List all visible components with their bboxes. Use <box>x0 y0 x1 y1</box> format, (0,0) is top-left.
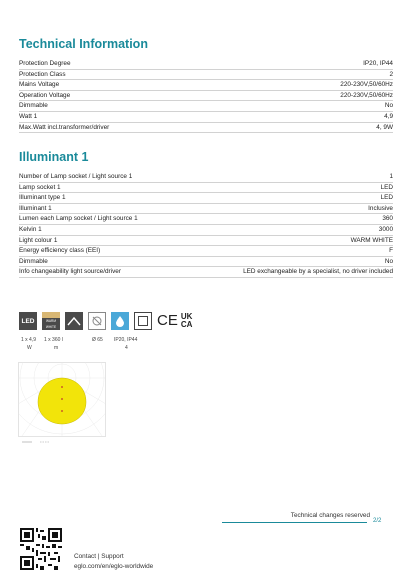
ip-caption-value: IP20, IP44 <box>114 337 138 343</box>
technical-changes-note: Technical changes reserved <box>290 512 370 519</box>
product-icons-row <box>19 312 195 330</box>
row-value: WARM WHITE <box>350 236 393 244</box>
illuminant-table <box>19 172 393 278</box>
table-row <box>19 91 393 102</box>
contact-support-link[interactable]: Contact | Support <box>74 553 124 560</box>
ip-caption-unit: 4 <box>125 345 128 351</box>
row-label: Light colour 1 <box>19 236 58 244</box>
protection-class-icon <box>134 312 152 330</box>
luminous-intensity-curve <box>38 378 86 424</box>
row-label: Illuminant 1 <box>19 204 52 212</box>
row-value: 220-230V,50/60Hz <box>340 81 393 89</box>
row-value: 360 <box>382 215 393 223</box>
row-value: 4, 9W <box>376 123 393 131</box>
warm-white-icon <box>42 312 60 330</box>
row-value: 3000 <box>378 225 393 233</box>
table-row <box>19 123 393 134</box>
table-row <box>19 257 393 268</box>
no-dimming-icon <box>88 312 106 330</box>
footer-divider <box>222 522 367 523</box>
table-row <box>19 225 393 236</box>
row-label: Dimmable <box>19 257 48 265</box>
ce-mark-icon: CE <box>157 312 178 329</box>
row-value: 220-230V,50/60Hz <box>340 91 393 99</box>
table-row <box>19 101 393 112</box>
row-label: Protection Class <box>19 70 66 78</box>
row-value: 4,9 <box>384 112 393 120</box>
ip-caption <box>114 337 137 351</box>
row-label: Lamp socket 1 <box>19 183 61 191</box>
power-caption <box>21 337 36 351</box>
row-label: Kelvin 1 <box>19 225 42 233</box>
lumen-caption <box>44 337 63 351</box>
row-label: Mains Voltage <box>19 81 60 89</box>
lumen-caption-unit: m <box>54 345 59 351</box>
table-row <box>19 112 393 123</box>
row-value: No <box>384 102 393 110</box>
row-value: No <box>384 257 393 265</box>
row-label: Info changeability light source/driver <box>19 268 121 276</box>
table-row <box>19 246 393 257</box>
row-label: Operation Voltage <box>19 91 71 99</box>
light-distribution-diagram <box>18 362 106 452</box>
row-value: LED <box>380 194 393 202</box>
page-number: 2/2 <box>373 518 382 524</box>
table-row <box>19 236 393 247</box>
row-label: Lumen each Lamp socket / Light source 1 <box>19 215 138 223</box>
ukca-mark-icon: UK CA <box>180 312 193 329</box>
table-row <box>19 267 393 278</box>
lumen-caption-value: 1 x 360 l <box>44 337 63 343</box>
row-value: 1 <box>389 173 393 180</box>
warm-white-icon-label: WARM WHITE <box>45 319 57 329</box>
diameter-caption: Ø 65 <box>92 337 103 343</box>
table-row <box>19 59 393 70</box>
row-label: Protection Degree <box>19 60 71 67</box>
table-row <box>19 204 393 215</box>
row-label: Energy efficiency class (EEI) <box>19 247 101 255</box>
row-value: Inclusive <box>368 204 393 212</box>
table-row <box>19 80 393 91</box>
power-caption-value: 1 x 4,9 <box>21 337 37 343</box>
beam-angle-icon <box>65 312 83 330</box>
row-value: LED <box>380 183 393 191</box>
row-label: Number of Lamp socket / Light source 1 <box>19 173 133 180</box>
row-label: Dimmable <box>19 102 48 110</box>
table-row <box>19 172 393 183</box>
led-icon <box>19 312 37 330</box>
power-caption-unit: W <box>27 345 32 351</box>
led-icon-label: LED <box>21 317 35 325</box>
water-drop-icon <box>111 312 129 330</box>
technical-information-table <box>19 59 393 133</box>
row-label: Illuminant type 1 <box>19 194 66 202</box>
row-value: 2 <box>389 70 393 78</box>
technical-information-title: Technical Information <box>19 37 148 51</box>
row-value: IP20, IP44 <box>363 60 393 67</box>
row-value: LED exchangeable by a specialist, no driver included <box>243 268 393 276</box>
qr-code-icon[interactable] <box>20 528 62 570</box>
table-row <box>19 214 393 225</box>
table-row <box>19 183 393 194</box>
illuminant-title: Illuminant 1 <box>19 150 89 164</box>
row-label: Watt 1 <box>19 112 38 120</box>
table-row <box>19 193 393 204</box>
row-label: Max.Watt incl.transformer/driver <box>19 123 110 131</box>
row-value: F <box>389 247 393 255</box>
website-link[interactable]: eglo.com/en/eglo-worldwide <box>74 563 154 570</box>
table-row <box>19 70 393 81</box>
